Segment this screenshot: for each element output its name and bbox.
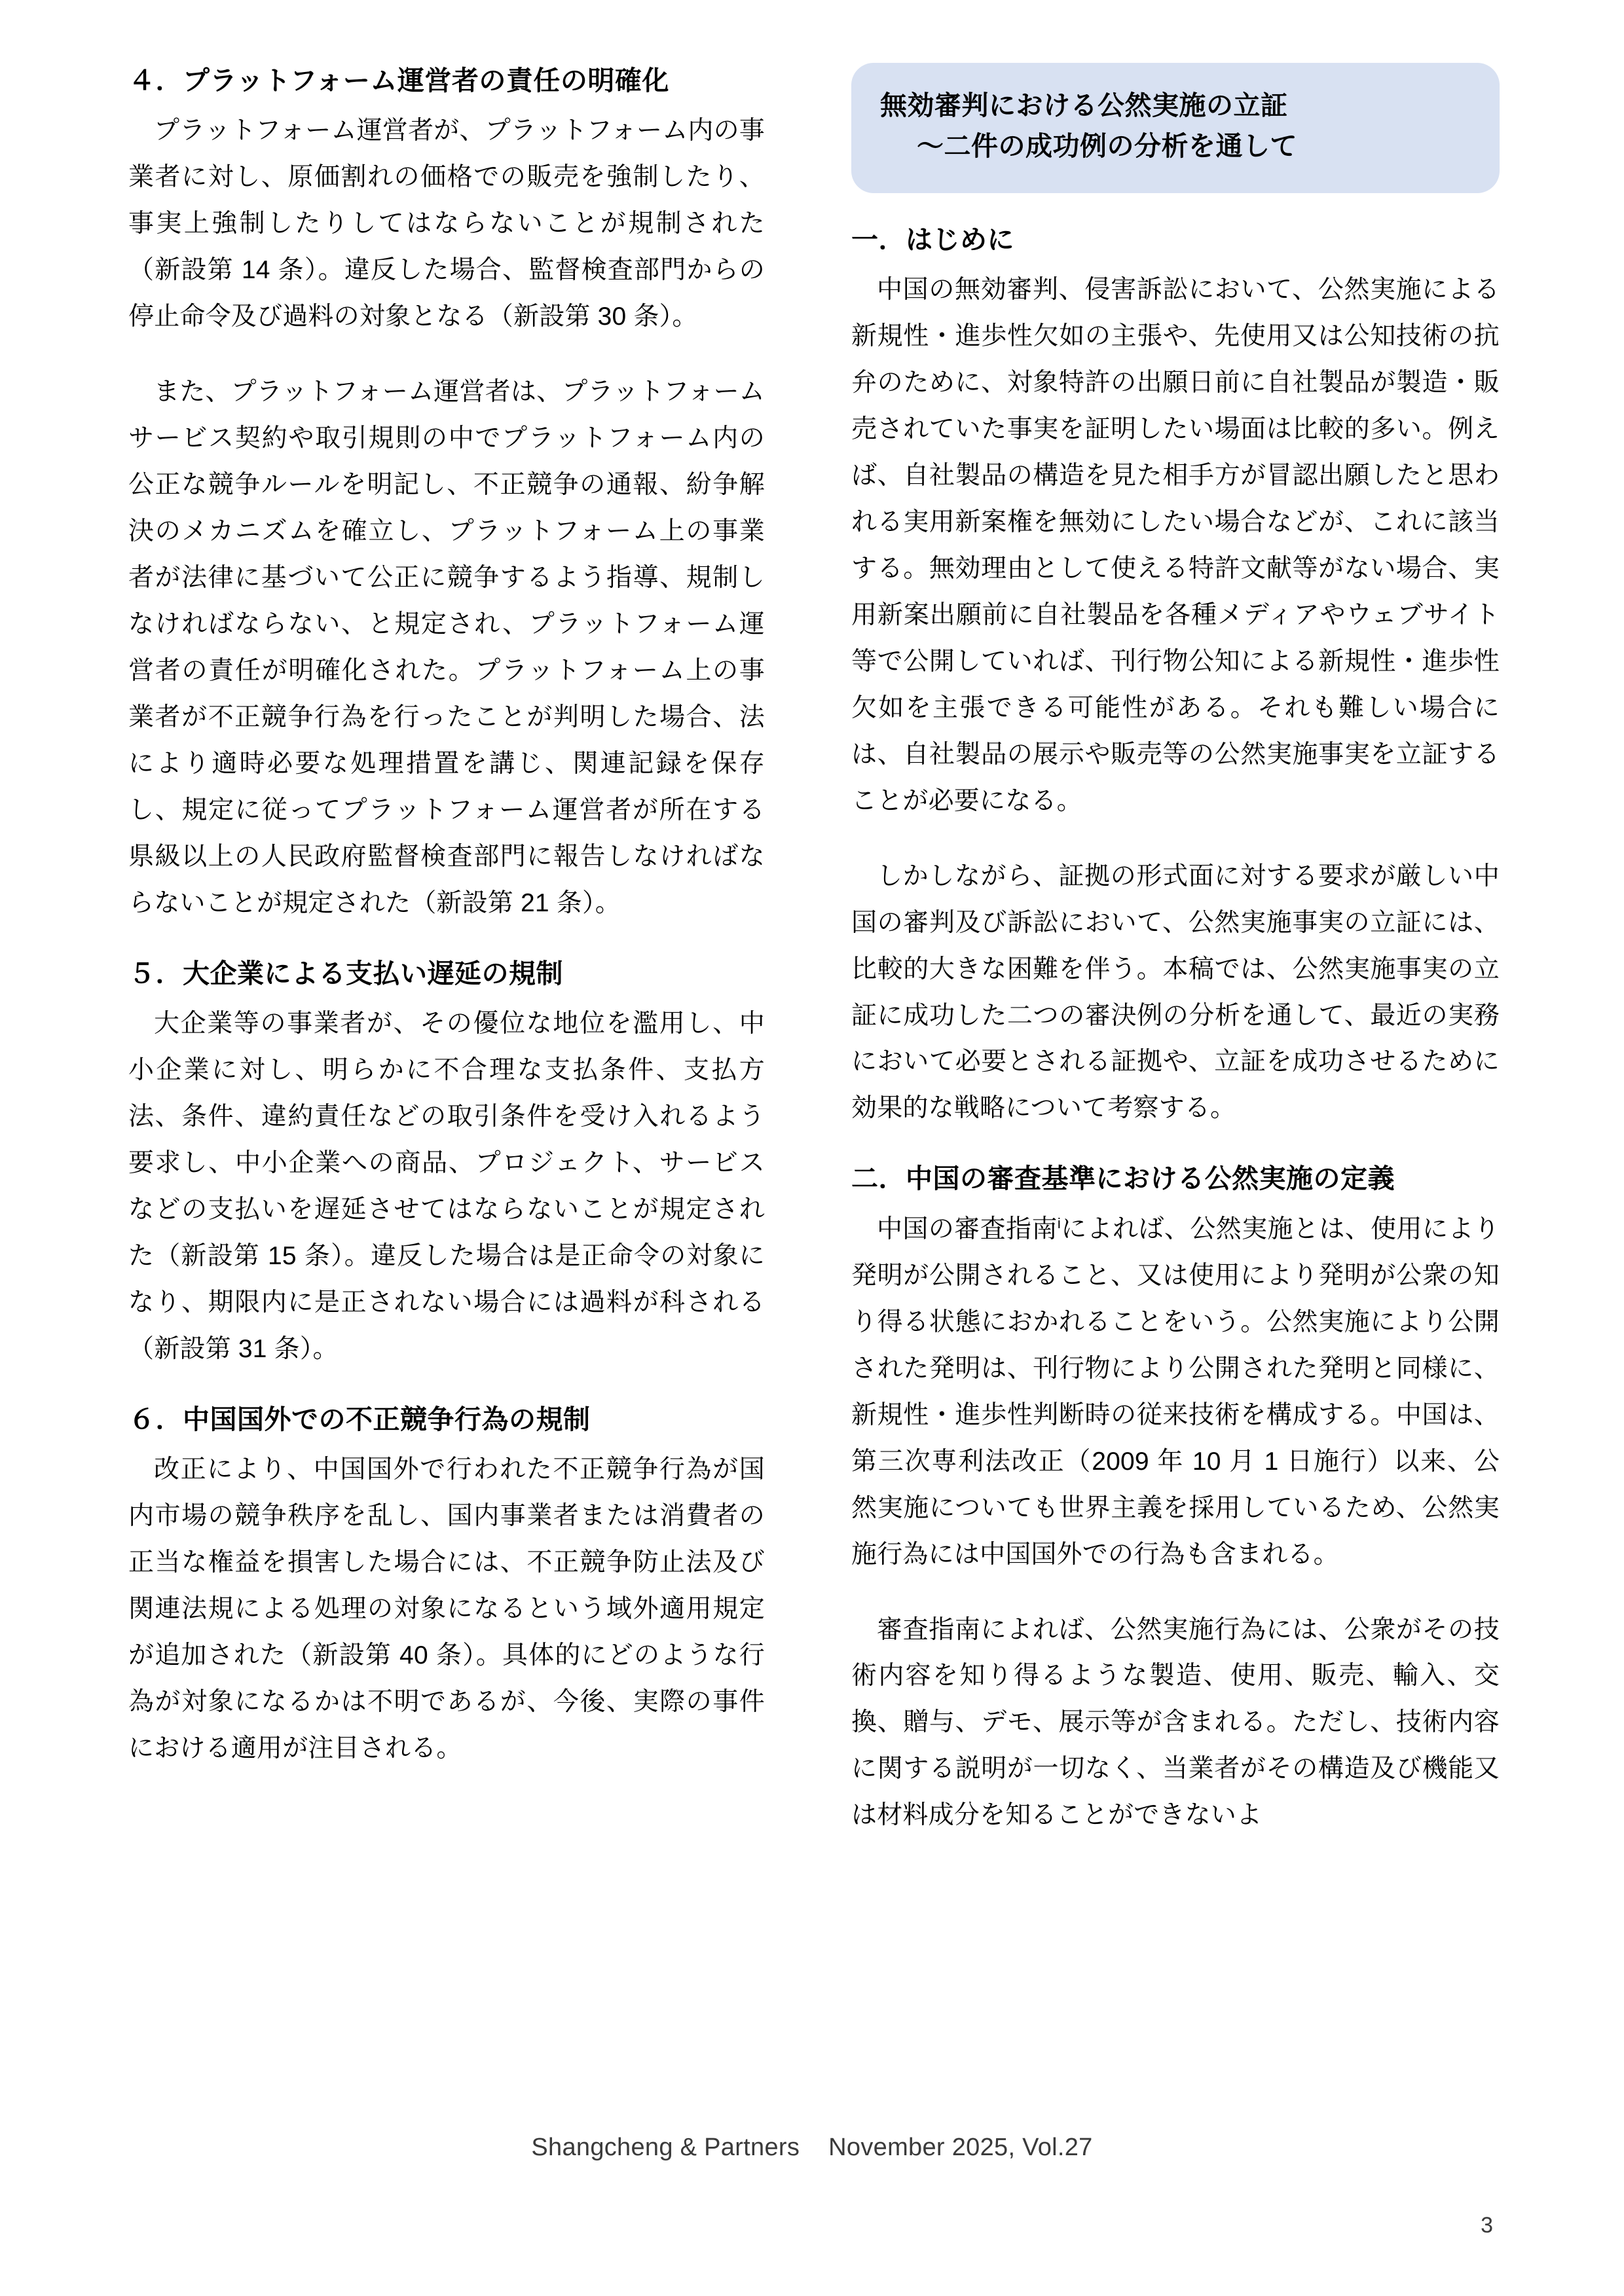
page-number: 3 xyxy=(1481,2213,1493,2238)
footnote-marker-i: i xyxy=(1057,1214,1061,1231)
article-title-line-1: 無効審判における公然実施の立証 xyxy=(880,90,1288,120)
footer-firm-name: Shangcheng & Partners xyxy=(531,2133,800,2161)
left-heading-section-6: ６．中国国外での不正競争行為の規制 xyxy=(128,1404,591,1434)
footer-issue: November 2025, Vol.27 xyxy=(828,2133,1093,2161)
article-title-line-2: 〜二件の成功例の分析を通して xyxy=(917,131,1297,162)
right-paragraph-intro-b: しかしながら、証拠の形式面に対する要求が厳しい中国の審判及び訴訟において、公然実施事実の立証には、比較的大きな困難を伴う。本稿では、公然実施事実の立証に成功した二つの審決例の分析を通して、最近の実務において必要とされる証拠や、立証を成功させるために効果的な戦略について考察する。 xyxy=(851,862,1500,1123)
left-heading-section-5: ５．大企業による支払い遅延の規制 xyxy=(128,958,563,989)
left-paragraph-section-4-a: プラットフォーム運営者が、プラットフォーム内の事業者に対し、原価割れの価格での販売を強制したり、事実上強制したりしてはならないことが規制された（新設第 14 条）。違反した場合、監督検査部門からの停止命令及び過料の対象となる（新設第 30 条）。 xyxy=(128,117,766,331)
right-heading-section-2: 二．中国の審査基準における公然実施の定義 xyxy=(851,1163,1395,1194)
right-paragraph-intro-a: 中国の無効審判、侵害訴訟において、公然実施による新規性・進歩性欠如の主張や、先使用又は公知技術の抗弁のために、対象特許の出願日前に自社製品が製造・販売されていた事実を証明したい場面は比較的多い。例えば、自社製品の構造を見た相手方が冒認出願したと思われる実用新案権を無効にしたい場合などが、これに該当する。無効理由として使える特許文献等がない場合、実用新案出願前に自社製品を各種メディアやウェブサイト等で公開していれば、刊行物公知による新規性・進歩性欠如を主張できる可能性がある。それも難しい場合には、自社製品の展示や販売等の公然実施事実を立証することが必要になる。 xyxy=(851,275,1500,815)
right-column xyxy=(812,0,1624,1839)
article-title-box xyxy=(851,63,1500,193)
left-heading-section-4: ４．プラットフォーム運営者の責任の明確化 xyxy=(128,65,669,96)
right-paragraph-definition-b: 審査指南によれば、公然実施行為には、公衆がその技術内容を知り得るような製造、使用、販売、輸入、交換、贈与、デモ、展示等が含まれる。ただし、技術内容に関する説明が一切なく、当業者がその構造及び機能又は材料成分を知ることができないよ xyxy=(851,1615,1500,1830)
left-paragraph-section-4-b: また、プラットフォーム運営者は、プラットフォームサービス契約や取引規則の中でプラットフォーム内の公正な競争ルールを明記し、不正競争の通報、紛争解決のメカニズムを確立し、プラットフォーム上の事業者が法律に基づいて公正に競争するよう指導、規制しなければならない、と規定され、プラットフォーム運営者の責任が明確化された。プラットフォーム上の事業者が不正競争行為を行ったことが判明した場合、法により適時必要な処理措置を講じ、関連記録を保存し、規定に従ってプラットフォーム運営者が所在する県級以上の人民政府監督検査部門に報告しなければならないことが規定された（新設第 21 条）。 xyxy=(128,378,766,917)
left-column xyxy=(0,0,812,1772)
definition-text-before: 中国の審査指南 xyxy=(877,1214,1058,1243)
left-paragraph-section-6: 改正により、中国国外で行われた不正競争行為が国内市場の競争秩序を乱し、国内事業者または消費者の正当な権益を損害した場合には、不正競争防止法及び関連法規による処理の対象になるという域外適用規定が追加された（新設第 40 条）。具体的にどのような行為が対象になるかは不明であるが、今後、実際の事件における適用が注目される。 xyxy=(128,1455,765,1763)
definition-text-after: によれば、公然実施とは、使用により発明が公開されること、又は使用により発明が公衆の知り得る状態におかれることをいう。公然実施により公開された発明は、刊行物により公開された発明と同様に、新規性・進歩性判断時の従来技術を構成する。中国は、第三次専利法改正（2009 年 10 月 1 日施行）以来、公然実施についても世界主義を採用しているため、公然実施行為には中国国外での行為も含まれる。 xyxy=(851,1214,1500,1569)
page-footer xyxy=(0,2124,1624,2170)
right-paragraph-definition-a xyxy=(851,1207,1500,1578)
left-paragraph-section-5: 大企業等の事業者が、その優位な地位を濫用し、中小企業に対し、明らかに不合理な支払条件、支払方法、条件、違約責任などの取引条件を受け入れるよう要求し、中小企業への商品、プロジェクト、サービスなどの支払いを遅延させてはならないことが規定された（新設第 15 条）。違反した場合は是正命令の対象になり、期限内に是正されない場合には過料が科される（新設第 31 条）。 xyxy=(128,1010,765,1363)
right-heading-section-1: 一．はじめに xyxy=(851,224,1014,255)
